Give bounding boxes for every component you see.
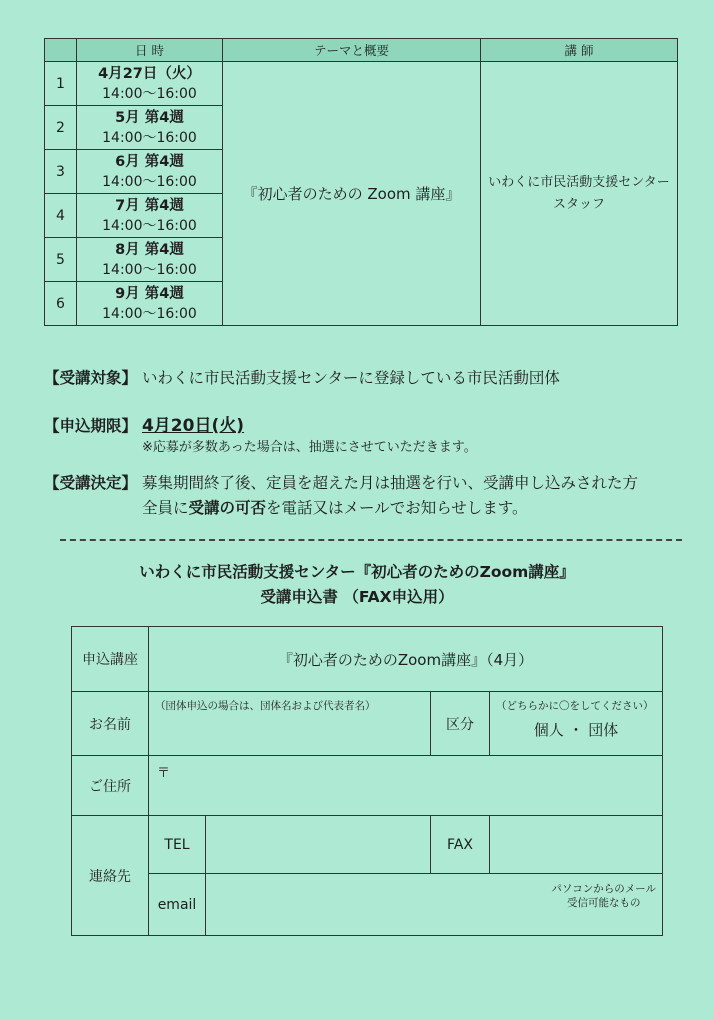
category-field[interactable] (490, 692, 663, 756)
email-note-line1: パソコンからのメール (551, 883, 656, 895)
email-note (551, 882, 656, 910)
decision-text2b: 受講の可否 (188, 499, 267, 517)
row-date: 4月27日（火） (98, 65, 201, 82)
theme-cell: 『初心者のための Zoom 講座』 (223, 62, 481, 326)
row-date: 5月 第4週 (115, 109, 184, 126)
deadline-line (44, 411, 244, 436)
deadline-label: 【申込期限】 (44, 417, 138, 435)
email-note-line2: 受信可能なもの (566, 897, 641, 909)
decision-line (44, 471, 638, 493)
name-label: お名前 (72, 692, 149, 756)
row-number: 2 (45, 106, 77, 150)
header-date: 日 時 (77, 39, 223, 62)
row-number: 3 (45, 150, 77, 194)
row-date-cell (77, 238, 223, 282)
row-date-cell (77, 194, 223, 238)
fax-field[interactable] (490, 816, 663, 874)
row-date: 9月 第4週 (115, 285, 184, 302)
course-value: 『初心者のためのZoom講座』（4月） (149, 627, 663, 692)
category-value: 個人 ・ 団体 (533, 721, 619, 739)
tel-label: TEL (149, 816, 206, 874)
row-date: 6月 第4週 (115, 153, 184, 170)
row-number: 5 (45, 238, 77, 282)
decision-label: 【受講決定】 (44, 474, 138, 492)
row-date-cell (77, 62, 223, 106)
decision-text2a: 全員に (142, 499, 189, 517)
category-label: 区分 (431, 692, 490, 756)
teacher-line2: スタッフ (552, 196, 605, 212)
teacher-line1: いわくに市民活動支援センター (488, 174, 670, 190)
schedule-table (44, 38, 678, 326)
row-time: 14:00～16:00 (102, 173, 197, 190)
row-date: 7月 第4週 (115, 197, 184, 214)
schedule-row (45, 62, 678, 106)
category-hint: （どちらかに〇をしてください） (496, 700, 654, 712)
row-date: 8月 第4週 (115, 241, 184, 258)
row-date-cell (77, 282, 223, 326)
teacher-cell (481, 62, 678, 326)
row-number: 1 (45, 62, 77, 106)
header-theme: テーマと概要 (223, 39, 481, 62)
decision-text2c: を電話又はメールでお知らせします。 (266, 499, 528, 517)
form-title-2: 受講申込書 （FAX申込用） (260, 588, 454, 606)
fax-label: FAX (431, 816, 490, 874)
row-time: 14:00～16:00 (102, 85, 197, 102)
row-number: 4 (45, 194, 77, 238)
address-field[interactable] (149, 756, 663, 816)
row-date-cell (77, 106, 223, 150)
deadline-text: 4月20日(火) (141, 416, 244, 436)
name-field[interactable] (149, 692, 431, 756)
row-date-cell (77, 150, 223, 194)
name-hint: （団体申込の場合は、団体名および代表者名） (155, 700, 376, 712)
row-time: 14:00～16:00 (102, 305, 197, 322)
row-number: 6 (45, 282, 77, 326)
row-time: 14:00～16:00 (102, 129, 197, 146)
course-label: 申込講座 (72, 627, 149, 692)
email-label: email (149, 874, 206, 936)
application-form (71, 626, 663, 936)
contact-label: 連絡先 (72, 816, 149, 936)
email-field[interactable] (206, 874, 663, 936)
form-title-1: いわくに市民活動支援センター『初心者のためのZoom講座』 (139, 563, 575, 581)
deadline-note: ※応募が多数あった場合は、抽選にさせていただきます。 (142, 440, 477, 455)
decision-text1: 募集期間終了後、定員を超えた月は抽選を行い、受講申し込みされた方 (141, 474, 638, 492)
header-blank (45, 39, 77, 62)
postal-mark: 〒 (157, 766, 171, 781)
target-line (44, 366, 560, 388)
target-label: 【受講対象】 (44, 369, 138, 387)
cut-line-divider (60, 539, 682, 541)
tel-field[interactable] (206, 816, 431, 874)
row-time: 14:00～16:00 (102, 217, 197, 234)
address-label: ご住所 (72, 756, 149, 816)
row-time: 14:00～16:00 (102, 261, 197, 278)
target-text: いわくに市民活動支援センターに登録している市民活動団体 (141, 369, 560, 387)
decision-line2 (142, 496, 528, 518)
header-teacher: 講 師 (481, 39, 678, 62)
